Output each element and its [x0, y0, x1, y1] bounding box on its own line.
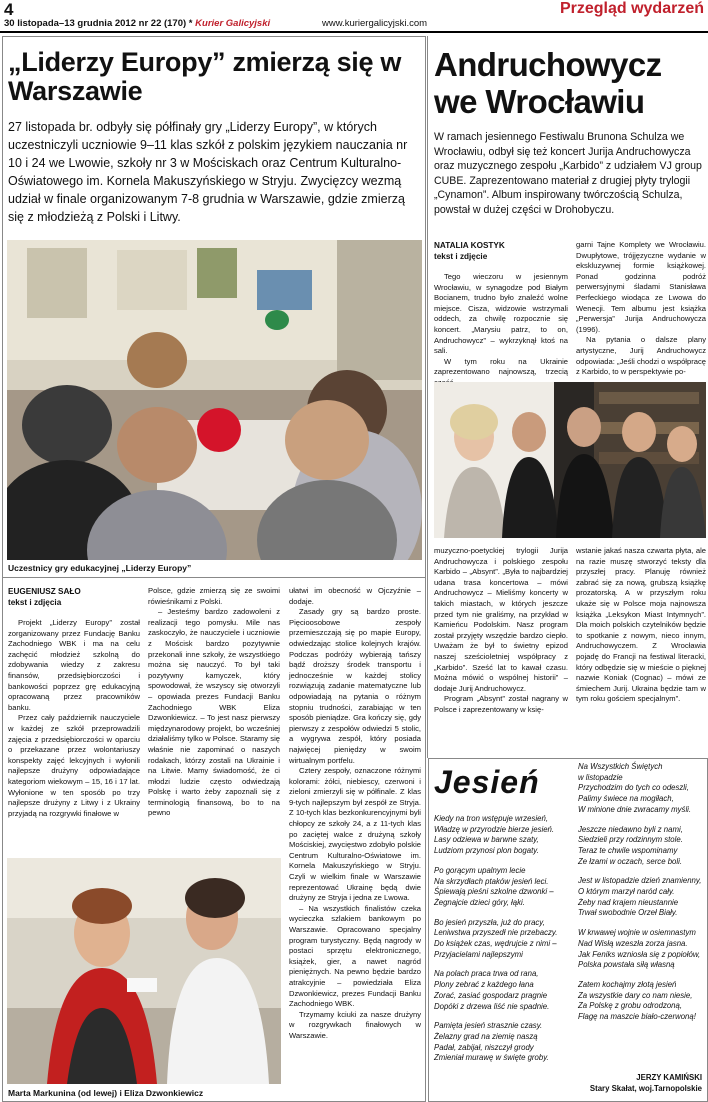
- poem-line: Do książek czas, wędrujcie z nimi –: [434, 939, 557, 949]
- paragraph: Cztery zespoły, oznaczone różnymi kolorami: żółci, niebiescy, czerwoni i zieloni zmierzyli się w półfinale. Z klas 9-tych najlepszym był zespół ze Stryja. Z 10-tych klas bezkonkurencyjnymi byli chłopcy ze szkoły 24, a z 11-tych klas po zaciętej walce z drużyną szkoły Mościskiej, zwycięstwo zdobyło polskie Centrum Kulturalno-Oświatowe im. Kornela Makuszyńskiego w Stryju. Czyli w wielkim finale w Warszawie reprezentować Ukrainę będą dwie drużyny ze Stryja i jedna ze Lwowa.: [289, 766, 421, 903]
- poem-line: Zmieniał murawę w święte groby.: [434, 1053, 549, 1063]
- article1-title: „Liderzy Europy” zmierzą się w Warszawie: [8, 47, 402, 106]
- poem-line: Lasy odziewa w barwne szaty,: [434, 835, 539, 845]
- band-photo: [434, 382, 706, 538]
- poem-line: W minione dnie zwracamy myśli.: [578, 804, 692, 814]
- site-url[interactable]: www.kuriergalicyjski.com: [322, 18, 428, 29]
- paragraph: ułatwi im obecność w Ojczyźnie – dodaje.: [289, 586, 421, 606]
- issue-date: 30 listopada–13 grudnia 2012 nr 22 (170) *: [4, 18, 193, 29]
- poem-line: O którym marzył naród cały.: [578, 887, 675, 897]
- paragraph: Przez cały październik nauczyciele w każdej ze szkół przeprowadzili zajęcia z przedsiębiorczości w oparciu o przekazane przez wolontariuszy konspekty zajęć lekcyjnych i wyłonili najlepsze drużyny odpowiadające kategoriom wiekowym – 15, 16 i 17 lat. Wyłonione w ten sposób po trzy najlepsze drużyny z Litwy i z Ukrainy przyjadą na rozgrywki finałowe w: [8, 713, 140, 818]
- article2-author: NATALIA KOSTYK: [434, 241, 505, 250]
- paragraph: – Na wszystkich finalistów czeka wycieczka szlakiem bankowym po Warszawie. Opracowano specjalny program turystyczny. Będą nagrody w postaci sprzętu elektronicznego, książek, gier, a nawet nagród pieniężnych. Na pewno będzie bardzo atrakcyjnie – powiedziała Eliza Dzwonkiewicz, prezes Fundacji Banku Zachodniego WBK.: [289, 903, 421, 1009]
- paragraph: Program „Absynt” został nagrany w Polsce i zaprezentowany w księ-: [434, 694, 568, 714]
- band-photo-image: [434, 382, 706, 538]
- caption-rule: [2, 577, 426, 578]
- poem-line: Zatem kochajmy złotą jesień: [578, 979, 677, 989]
- article1-col1: [8, 586, 140, 819]
- poem-line: Padał, zabijał, niszczył grody: [434, 1042, 534, 1052]
- paragraph: Tego wieczoru w jesiennym Wrocławiu, w synagodze pod Białym Bocianem, trudno było znaleźć wolne miejsce. Cisza, widzowie wstrzymali oddech, za chwilę rozpocznie się koncert. „Marysiu patrz, to on, Andruchowycz” – wykrzyknął ktoś na sali.: [434, 272, 568, 356]
- paragraph: Polsce, gdzie zmierzą się ze swoimi rówieśnikami z Polski.: [148, 586, 280, 606]
- paragraph: garni Tajne Komplety we Wrocławiu. Dwupłytowe, trójjęzyczne wydanie w ekskluzywnej formie książkowej. Ponad godzinna podróż perwersyjnymi śladami Stanisława Perfeckiego wiodąca ze Lwowa do Wenecji. Tem albumu jest książka „Perwersja” Jurija Andruchowycza (1996).: [576, 240, 706, 334]
- poem-stanza: [578, 980, 706, 1023]
- poem-line: Polska powstała siłą własną: [578, 960, 675, 970]
- poem-col1: [434, 814, 572, 1073]
- paragraph: Trzymamy kciuki za nasze drużyny w rozgrywkach finałowych w Warszawie.: [289, 1009, 421, 1040]
- portrait-photo: [7, 858, 281, 1084]
- poem-line: Jak Feniks wzniosła się z popiołów,: [578, 949, 701, 959]
- paragraph: – Jesteśmy bardzo zadowoleni z realizacji tego pomysłu. Mile nas zaskoczyło, że nauczyciele i uczniowie z Mościsk bardzo pozytywnie przekonali inne szkoły, że wszystkiego można się nauczyć. To był taki pozytywny kamyczek, który spowodował, że wszyscy się otworzyli – opowiada prezes Fundacji Banku Zachodniego WBK Eliza Dzwonkiewicz. – To jest nasz pierwszy międzynarodowy projekt, bo wcześniej działaliśmy tylko w Polsce. Staramy się właśnie nie zapominać o naszych rodakach, którzy zostali na Ukrainie i na Litwie. Mamy świadomość, że ci młodzi ludzie często odwiedzają Polskę i warto żeby zapoznali się z terminologią finansową, bo to na pewno: [148, 607, 280, 818]
- poem-title: Jesień: [434, 764, 540, 800]
- poem-stanza: [578, 928, 706, 971]
- poem-line: Za wszystkie dary co nam niesie,: [578, 990, 693, 1000]
- column-divider: [427, 36, 428, 758]
- article2-col3: [434, 546, 568, 716]
- portrait-photo-image: [7, 858, 281, 1084]
- poem-col2: [578, 762, 706, 1032]
- article1-byline: [8, 586, 140, 608]
- poem-line: Kiedy na tron wstępuje wrzesień,: [434, 814, 548, 823]
- page-number: 4: [4, 0, 14, 19]
- paragraph: Na pytania o dalsze plany artystyczne, Jurij Andruchowycz odpowiada: „Jeśli chodzi o współpracę z Karbido, to w perspektywie po-: [576, 335, 706, 377]
- poem-line: Jeszcze niedawno byli z nami,: [578, 824, 683, 834]
- poem-line: Ludziom przynosi plon bogaty.: [434, 846, 539, 856]
- article2-col1: [434, 240, 568, 389]
- poem-line: Przychodzim do tych co odeszli,: [578, 783, 689, 793]
- classroom-photo-image: [7, 240, 422, 560]
- section-title: Przegląd wydarzeń: [559, 0, 704, 17]
- classroom-photo: [7, 240, 422, 560]
- poem-line: Trwał swobodnie Orzeł Biały.: [578, 908, 678, 918]
- poem-line: Władzę w przyrodzie bierze jesień.: [434, 824, 555, 834]
- poem-line: Siedzieli przy rodzinnym stole.: [578, 835, 683, 845]
- poem-line: w listopadzie: [578, 772, 623, 782]
- article1-author-role: tekst i zdjęcia: [8, 598, 62, 607]
- poem-line: Pamięta jesień strasznie czasy.: [434, 1021, 543, 1031]
- poem-author-block: [590, 1072, 702, 1094]
- poem-line: Przyjacielami najlepszymi: [434, 949, 523, 959]
- article2-byline: [434, 240, 568, 262]
- poem-line: Zorać, zasiać gospodarz pragnie: [434, 990, 548, 1000]
- poem-stanza: [578, 876, 706, 919]
- article2-col4: [576, 546, 706, 705]
- poem-line: Jest w listopadzie dzień znamienny,: [578, 876, 702, 886]
- poem-line: Żeby nad krajem nieustannie: [578, 897, 679, 907]
- poem-line: Na polach praca trwa od rana,: [434, 969, 539, 979]
- poem-line: Na skrzydłach ptaków jesień leci.: [434, 876, 549, 886]
- article1-col2: [148, 586, 280, 819]
- poem-line: Ze łzami w oczach, serce boli.: [578, 856, 682, 866]
- poem-line: Po gorącym upalnym lecie: [434, 865, 526, 875]
- photo1-caption: Uczestnicy gry edukacyjnej „Liderzy Europy”: [8, 563, 192, 573]
- article2-author-role: tekst i zdjęcie: [434, 252, 488, 261]
- poem-stanza: [434, 814, 572, 857]
- poem-stanza: [434, 1021, 572, 1064]
- article2-title: Andruchowycz we Wrocławiu: [434, 46, 662, 120]
- article1-lead: 27 listopada br. odbyły się półfinały gry „Liderzy Europy”, w których uczestniczyli uczniowie 9–11 klas szkół z polskim językiem nauczania nr 10 i 24 we Lwowie, szkoły nr 3 w Mościskach oraz Centrum Kulturalno-Oświatowego im. Kornela Makuszyńskiego w Stryju. Zwycięzcy wezmą udział w finale organizowanym 7-8 grudnia w Warszawie, gdzie zmierzą się z młodzieżą z Polski i Litwy.: [8, 120, 408, 224]
- paragraph: W tym roku na Ukrainie zaprezentowano najnowszą, trzecią: [434, 356, 568, 377]
- poem-author: JERZY KAMIŃSKI: [636, 1073, 702, 1082]
- poem-line: Na Wszystkich Świętych: [578, 762, 663, 771]
- header-rule: [0, 31, 708, 33]
- photo2-caption: Marta Markunina (od lewej) i Eliza Dzwonkiewicz: [8, 1088, 204, 1098]
- poem-line: Żelazny grad na ziemię naszą: [434, 1031, 538, 1041]
- poem-author-place: Stary Skałat, woj.Tarnopolskie: [589, 1084, 702, 1093]
- issue-line: [4, 18, 270, 29]
- poem-line: Śpiewają pieśni szkolne dzwonki –: [434, 887, 554, 897]
- article1-col3: [289, 586, 421, 1042]
- poem-line: W krwawej wojnie w osiemnastym: [578, 928, 696, 938]
- poem-line: Nad Wisłą wzeszła zorza jasna.: [578, 938, 688, 948]
- poem-stanza: [578, 762, 706, 816]
- article2-lead: W ramach jesiennego Festiwalu Brunona Schulza we Wrocławiu, odbył się też koncert Jurija Andruchowycza oraz muzycznego zespołu „Karbido” z udziałem VJ group CUBE. Zaprezentowano materiał z drugiej płyty trylogii „Cynamon”. Album inspirowany twórczością Schulza, powstał w dużej części w Drohobyczu.: [434, 131, 702, 216]
- paragraph: Zasady gry są bardzo proste. Pięcioosobowe zespoły przemieszczają się po mapie Europy, odwiedzając stolice kolejnych krajów. Podczas podróży wybierają tańszy bądź droższy środek transportu i jednocześnie w każdej stolicy rozwiązują zadanie matematyczne lub odpowiadają na pytania o różnym stopniu trudności, zarabiając w ten sposób pieniądze. Gra kończy się, gdy pierwszy z zespołów odwiedzi 5 stolic, a wygrywa zespół, który posiada najwięcej pieniędzy w swoim wirtualnym portfelu.: [289, 607, 421, 765]
- poem-line: Dopóki z drzewa liść nie spadnie.: [434, 1001, 550, 1011]
- paragraph: Projekt „Liderzy Europy” został zorganizowany przez Fundację Banku Zachodniego WBK i ma na celu zachęcić młodzież szkolną do zdobywania wiedzy z zakresu finansów, przedsiębiorczości i bankowości poprzez grę edukacyjną opracowaną przez pracowników banku.: [8, 618, 140, 712]
- paragraph: wstanie jakaś nasza czwarta płyta, ale na razie muszę stworzyć teksty dla przyszłej pracy. Planuję również zabrać się za nową, grubszą książkę prozatorską. A w przyszłym roku ukaże się w Polsce moja najnowsza książka „Leksykon Miast Intymnych”. Dla moich polskich czytelników będzie to spotkanie z nowym, nieco innym, Andruchowyczem. Z Wrocławia pojadę do Francji na festiwal literacki, który odbędzie się w mieście o pięknej nazwie Koniak (Cognac) – mówi ze śmiechem Jurij. Ukraina będzie tam w tym roku gościem specjalnym”.: [576, 546, 706, 704]
- poem-line: Plony zebrać z każdego łana: [434, 980, 534, 990]
- poem-stanza: [578, 825, 706, 868]
- poem-line: Flagę na maszcie biało-czerwoną!: [578, 1012, 696, 1022]
- poem-line: Za Polskę z grobu odrodzoną,: [578, 1001, 683, 1011]
- paragraph: muzyczno-poetyckiej trylogii Jurija Andruchowycza i polskiego zespołu Karbido – „Absynt”. „Była to najbardziej udana trasa koncertowa – mówi Andruchowycz – Mieliśmy koncerty w takich miastach, w których jeszcze przed tym nie graliśmy, na przykład w Kamieńcu Podolskim. Nasz program został przyjęty wszędzie bardzo ciepło. Uważam że był to świetny epizod naszej sześcioletniej współpracy z „Karbido”. Sześć lat to kawał czasu. Można mówić o wspólnej historii” – dodaje Jurij Andruchowycz.: [434, 546, 568, 693]
- poem-stanza: [434, 918, 572, 961]
- article2-col2: [576, 240, 706, 378]
- poem-line: Żegnajcie dzieci góry, łąki.: [434, 897, 525, 907]
- poem-line: Leniwstwa przyszedł nie przebaczy.: [434, 928, 558, 938]
- brand-name: Kurier Galicyjski: [195, 18, 271, 29]
- poem-line: Palimy świece na mogiłach,: [578, 794, 674, 804]
- poem-line: Teraz te chwile wspominamy: [578, 845, 678, 855]
- poem-stanza: [434, 866, 572, 909]
- poem-line: Bo jesień przyszła, już do pracy,: [434, 917, 545, 927]
- article1-author: EUGENIUSZ SAŁO: [8, 587, 81, 596]
- poem-stanza: [434, 969, 572, 1012]
